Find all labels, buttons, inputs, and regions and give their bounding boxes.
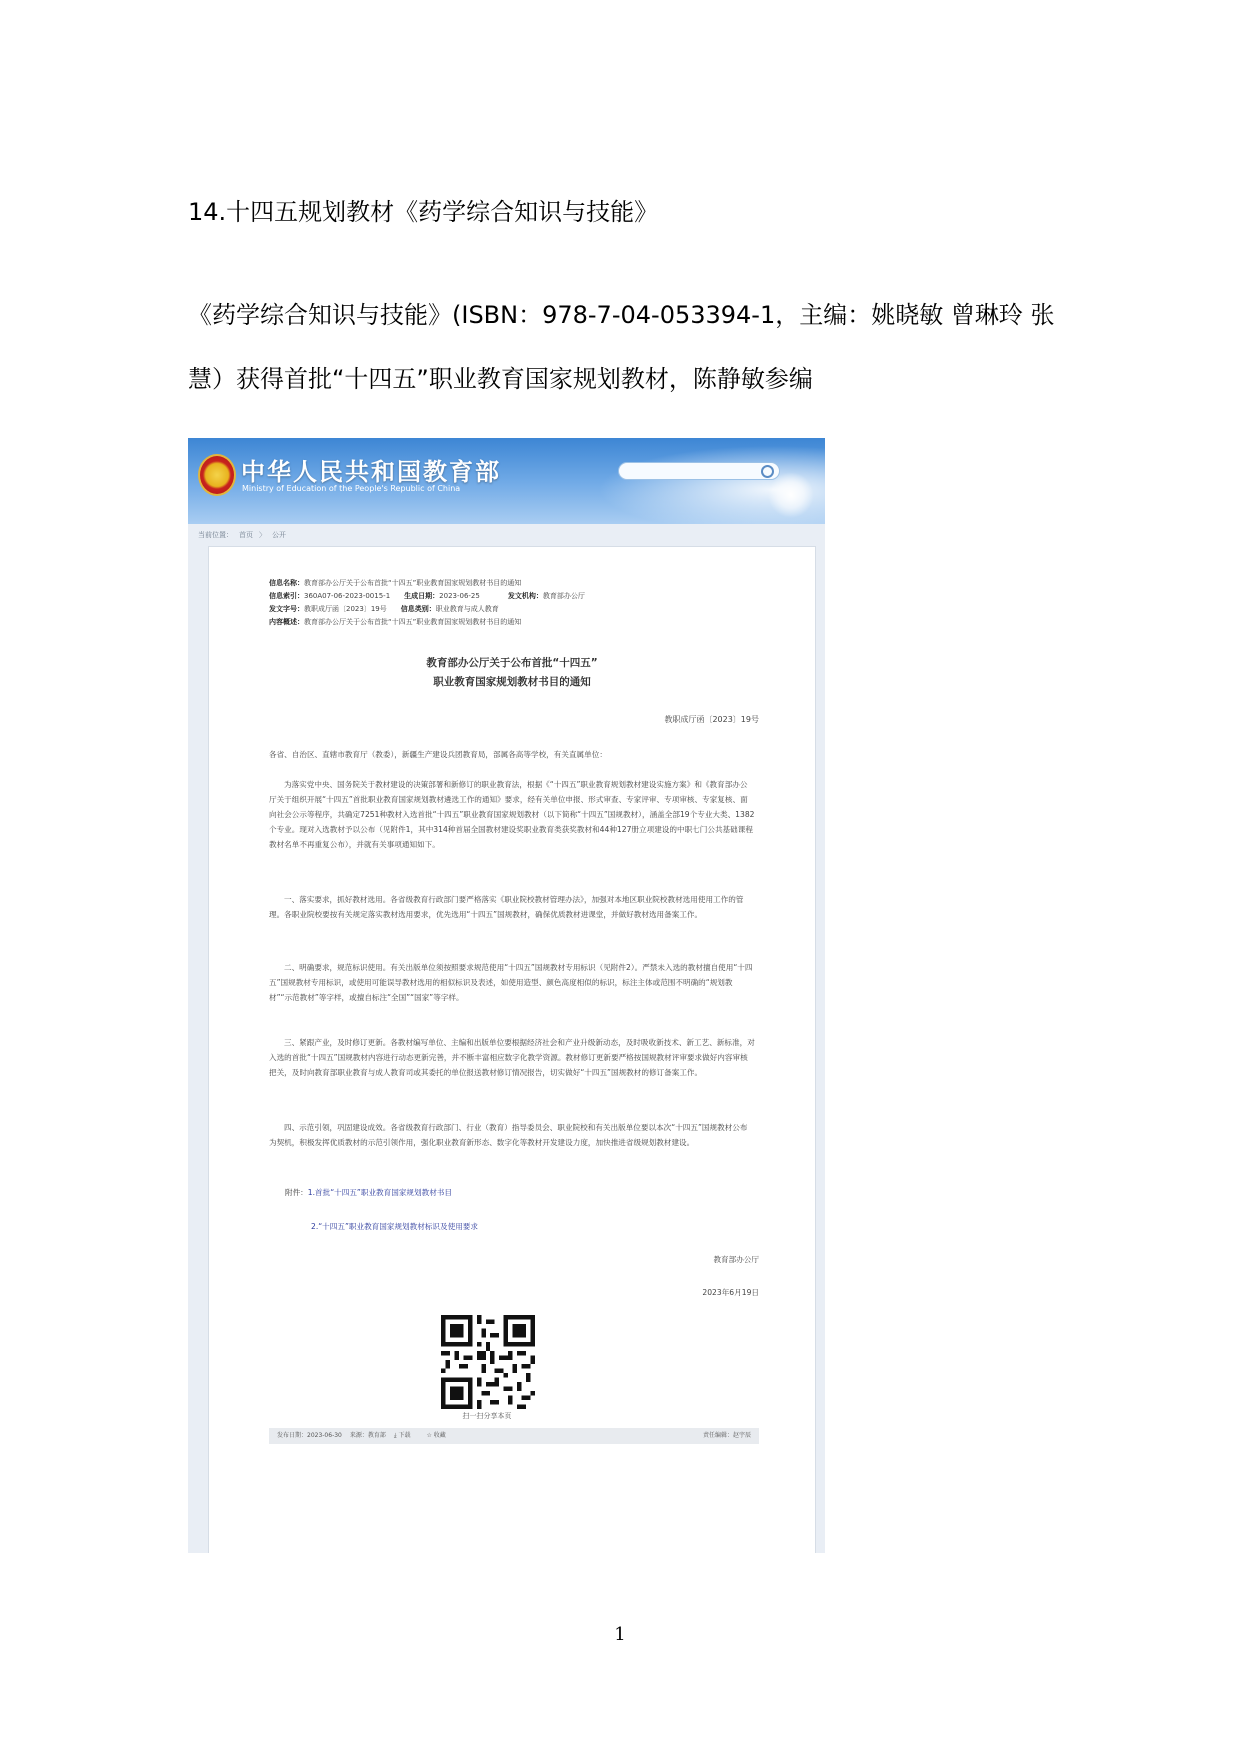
favorite-label: 收藏 bbox=[433, 1432, 446, 1439]
ministry-name: 中华人民共和国教育部 bbox=[241, 458, 501, 486]
download-label: 下载 bbox=[398, 1432, 411, 1439]
footer-left bbox=[277, 1428, 462, 1444]
meta-label: 发文机构： bbox=[507, 592, 543, 600]
dandelion-decoration bbox=[768, 472, 814, 518]
paragraph-4: 三、紧跟产业，及时修订更新。各教材编写单位、主编和出版单位要根据经济社会和产业升级新动态，及时吸收新技术、新工艺、新标准，对入选的首批“十四五”国规教材内容进行动态更新完善，并不断丰富相应数字化教学资源。教材修订更新要严格按国规教材评审要求做好内容审核把关，及时向教育部职业教育与成人教育司或其委托的单位报送教材修订情况报告，切实做好“十四五”国规教材的修订备案工作。 bbox=[269, 1038, 755, 1077]
article-card bbox=[208, 546, 816, 1553]
meta-label: 信息名称： bbox=[269, 579, 304, 587]
search-input[interactable] bbox=[618, 462, 780, 480]
footer-editor: 责任编辑：赵宇辰 bbox=[702, 1432, 751, 1439]
qr-code-icon bbox=[441, 1315, 535, 1409]
paragraph-5: 四、示范引领，巩固建设成效。各省级教育行政部门、行业（教育）指导委员会、职业院校和有关出版单位要以本次“十四五”国规教材公布为契机，积极发挥优质教材的示范引领作用，强化职业教育新形态、数字化等教材开发建设力度，加快推进省级规划教材建设。 bbox=[269, 1123, 748, 1147]
breadcrumb bbox=[198, 530, 292, 540]
breadcrumb-separator: 〉 bbox=[259, 531, 266, 539]
document-paragraph: 《药学综合知识与技能》(ISBN：978-7-04-053394-1，主编：姚晓敏 曾琳玲 张慧）获得首批“十四五”职业教育国家规划教材，陈静敏参编 bbox=[188, 301, 1055, 393]
paragraph-1: 为落实党中央、国务院关于教材建设的决策部署和新修订的职业教育法，根据《“十四五”职业教育规划教材建设实施方案》和《教育部办公厅关于组织开展“十四五”首批职业教育国家规划教材遴选工作的通知》要求，经有关单位申报、形式审查、专家评审、专项审核、专家复核、面向社会公示等程序，共确定7251种教材入选首批“十四五”职业教育国家规划教材（以下简称“十四五”国规教材），涵盖全部19个专业大类、1382个专业。现对入选教材予以公布（见附件1，其中314种首届全国教材建设奖职业教育类获奖教材和44种127册立项建设的中职七门公共基础课程教材名单不再重复公布），并就有关事项通知如下。 bbox=[269, 780, 755, 849]
meta-index: 360A07-06-2023-0015-1 bbox=[304, 592, 391, 600]
notice-title-line1: 教育部办公厅关于公布首批“十四五” bbox=[426, 657, 598, 669]
meta-label: 信息类别： bbox=[400, 605, 436, 613]
download-button[interactable]: ⤓ 下载 bbox=[393, 1432, 411, 1439]
meta-summary: 教育部办公厅关于公布首批“十四五”职业教育国家规划教材书目的通知 bbox=[304, 618, 522, 626]
breadcrumb-label: 当前位置： bbox=[198, 531, 233, 539]
notice-title-line2: 职业教育国家规划教材书目的通知 bbox=[433, 676, 591, 688]
attachment-1 bbox=[285, 1187, 452, 1198]
notice-title bbox=[209, 654, 815, 692]
breadcrumb-home[interactable]: 首页 bbox=[239, 531, 253, 539]
footer-publish-date: 发布日期：2023-06-30 bbox=[277, 1432, 342, 1439]
sign-date: 2023年6月19日 bbox=[702, 1288, 759, 1297]
site-banner bbox=[188, 438, 825, 524]
document-number: 教职成厅函〔2023〕19号 bbox=[664, 715, 759, 724]
footer-source: 来源：教育部 bbox=[349, 1432, 386, 1439]
national-emblem-icon bbox=[198, 454, 236, 496]
attachment-1-link[interactable]: 1.首批“十四五”职业教育国家规划教材书目 bbox=[307, 1188, 452, 1197]
ministry-name-en: Ministry of Education of the People's Republic of China bbox=[242, 484, 461, 493]
meta-label: 发文字号： bbox=[269, 605, 304, 613]
embedded-screenshot bbox=[188, 438, 825, 1553]
search-icon[interactable] bbox=[761, 465, 774, 478]
meta-docno: 教职成厅函〔2023〕19号 bbox=[304, 605, 387, 613]
meta-label: 信息索引： bbox=[269, 592, 304, 600]
salutation: 各省、自治区、直辖市教育厅（教委），新疆生产建设兵团教育局，部属各高等学校，有关直属单位： bbox=[269, 750, 607, 759]
document-heading: 14.十四五规划教材《药学综合知识与技能》 bbox=[188, 198, 659, 226]
meta-info-name: 教育部办公厅关于公布首批“十四五”职业教育国家规划教材书目的通知 bbox=[304, 579, 522, 587]
meta-gen-date: 2023-06-25 bbox=[439, 592, 480, 600]
meta-label: 生成日期： bbox=[404, 592, 440, 600]
meta-issuer: 教育部办公厅 bbox=[542, 592, 585, 600]
signer: 教育部办公厅 bbox=[713, 1255, 759, 1264]
qr-caption: 扫一扫分享本页 bbox=[462, 1412, 512, 1420]
paragraph-3: 二、明确要求，规范标识使用。有关出版单位须按照要求规范使用“十四五”国规教材专用标识（见附件2）。严禁未入选的教材擅自使用“十四五”国规教材专用标识，或使用可能误导教材选用的相似标识及表述，如使用造型、颜色高度相似的标识，标注主体或范围不明确的“规划教材”“示范教材”等字样，或擅自标注“全国”“国家”等字样。 bbox=[269, 963, 753, 1002]
meta-category: 职业教育与成人教育 bbox=[435, 605, 499, 613]
info-meta bbox=[269, 577, 585, 629]
attachment-prefix: 附件： bbox=[285, 1188, 308, 1197]
breadcrumb-current[interactable]: 公开 bbox=[272, 531, 286, 539]
page-number: 1 bbox=[614, 1624, 626, 1645]
favorite-button[interactable]: ☆ 收藏 bbox=[426, 1432, 446, 1439]
footer-bar bbox=[269, 1428, 759, 1444]
meta-label: 内容概述： bbox=[269, 618, 304, 626]
attachment-2-link[interactable]: 2.“十四五”职业教育国家规划教材标识及使用要求 bbox=[311, 1222, 478, 1231]
paragraph-2: 一、落实要求，抓好教材选用。各省级教育行政部门要严格落实《职业院校教材管理办法》，加强对本地区职业院校教材选用使用工作的管理。各职业院校要按有关规定落实教材选用要求，优先选用“十四五”国规教材，确保优质教材进课堂，并做好教材选用备案工作。 bbox=[269, 895, 744, 919]
